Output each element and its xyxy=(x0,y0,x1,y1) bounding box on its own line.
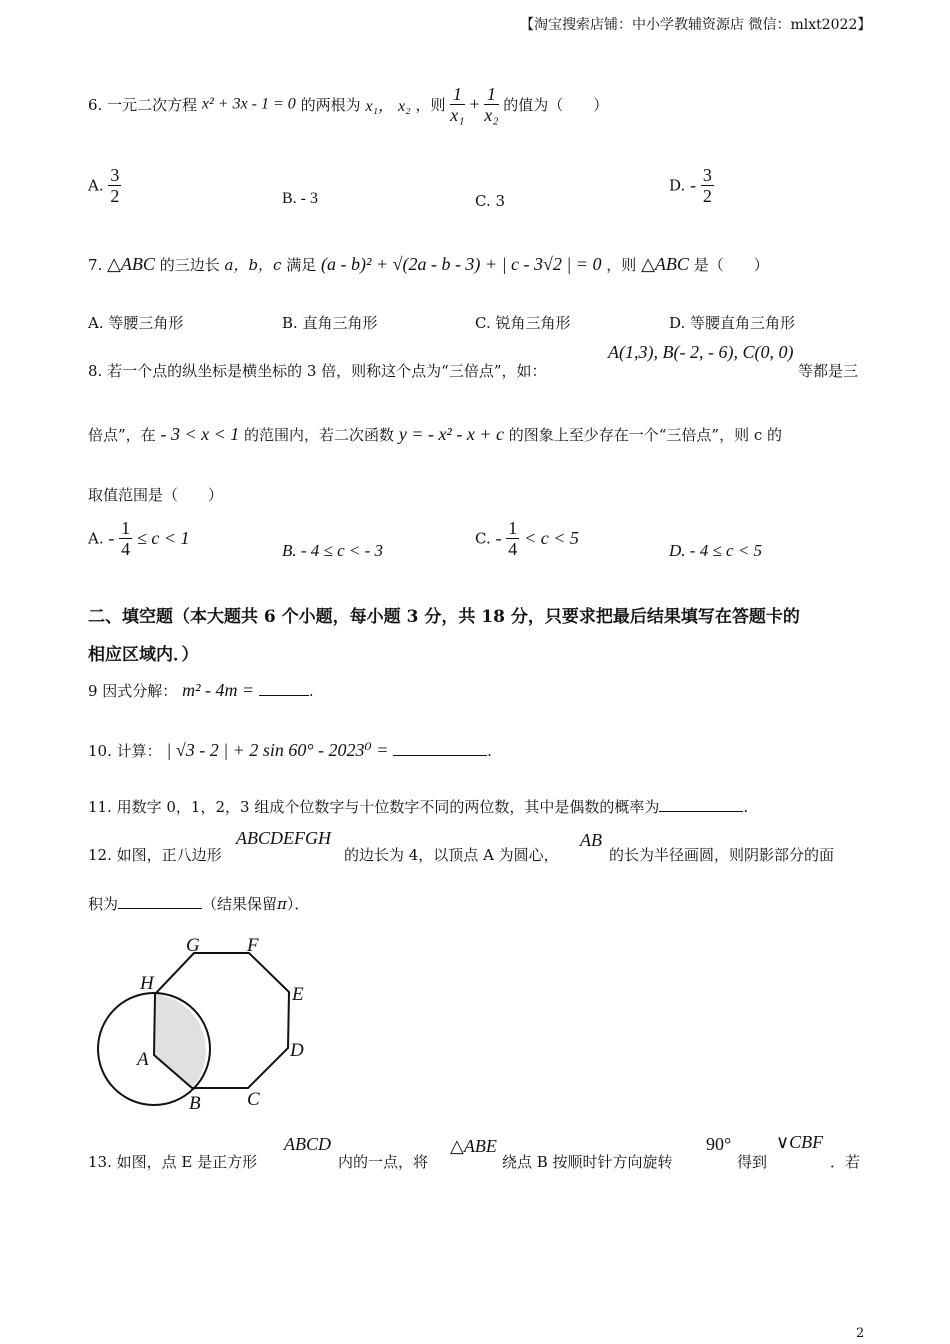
q8-option-b[interactable]: B. - 4 ≤ c < - 3 xyxy=(282,541,384,560)
q6-option-a[interactable] xyxy=(88,165,121,206)
q8-line-1-end: 等都是三 xyxy=(798,362,859,380)
shaded-region xyxy=(154,994,206,1088)
q6-text-d: 的值为（ ） xyxy=(503,96,609,114)
q7-text-b: 满足 xyxy=(286,256,317,274)
q13-triangle: △ABE xyxy=(450,1136,497,1156)
label-f: F xyxy=(247,935,259,956)
q6-option-b[interactable]: B. - 3 xyxy=(282,190,318,207)
q11 xyxy=(88,796,748,817)
q12-text-a: 12. 如图，正八边形 xyxy=(88,846,222,864)
q12-polygon: ABCDEFGH xyxy=(236,828,331,848)
label-d: D xyxy=(290,1040,304,1061)
q6-stem xyxy=(88,84,608,125)
label-a: A xyxy=(137,1049,149,1070)
q13-triangle-2: ∨CBF xyxy=(776,1132,824,1152)
q12-line-2-b: （结果保留 xyxy=(202,895,278,913)
q12-line-2 xyxy=(88,893,309,914)
q8-option-a-pre: - xyxy=(108,528,115,548)
q7-text-a: 的三边长 xyxy=(159,256,220,274)
q12-text-c: 的长为半径画圆，则阴影部分的面 xyxy=(609,846,835,864)
q6-option-d[interactable] xyxy=(669,165,714,206)
q8-function: y = - x² - x + c xyxy=(398,424,504,444)
q6-option-d-fraction: $\frac{3}{2}$ xyxy=(702,165,712,206)
q13-text-d: 得到 xyxy=(737,1153,768,1171)
q8-line-2 xyxy=(88,424,864,445)
q8-line-3: 取值范围是（ ） xyxy=(88,486,224,504)
octagon-figure xyxy=(90,930,330,1120)
q7-option-b[interactable]: B. 直角三角形 xyxy=(282,314,378,332)
q10-text: 10. 计算： xyxy=(88,742,162,760)
q6-text-c: ，则 xyxy=(415,96,446,114)
q12-segment: AB xyxy=(580,830,602,850)
q12-pi: π xyxy=(277,895,287,913)
q6-option-c[interactable]: C. 3 xyxy=(475,192,506,210)
q8-option-a-fraction: $\frac{1}{4}$ xyxy=(121,518,131,559)
q6-fraction-2: $\frac{1}{\text{x₂}}$ xyxy=(484,84,499,125)
section-2-title: 二、填空题（本大题共 6 个小题，每小题 3 分，共 18 分，只要求把最后结果填写在答题卡的 xyxy=(88,607,800,627)
label-g: G xyxy=(186,935,200,956)
q8-option-d[interactable]: D. - 4 ≤ c < 5 xyxy=(669,541,763,560)
q13-text-a: 13. 如图，点 E 是正方形 xyxy=(88,1153,258,1171)
q8-option-c-label: C. xyxy=(475,529,491,548)
q13-text-c: 绕点 B 按顺时针方向旋转 xyxy=(502,1153,673,1171)
q10-end: . xyxy=(487,742,492,760)
q9-text: 9 因式分解： xyxy=(88,682,178,700)
q8-option-c-pre: - xyxy=(495,528,502,548)
q8-option-a[interactable] xyxy=(88,518,189,559)
q9-answer-blank[interactable] xyxy=(259,681,309,696)
q6-option-a-label: A. xyxy=(88,176,104,195)
q8-line-1: 8. 若一个点的纵坐标是横坐标的 3 倍，则称这个点为“三倍点”，如： xyxy=(88,362,547,380)
q7-stem xyxy=(88,254,769,275)
q13-text-e: ．若 xyxy=(830,1153,861,1171)
q6-text-a: 6. 一元二次方程 xyxy=(88,96,198,114)
q7-label: 7. xyxy=(88,256,103,274)
q12-line-2-c: ）． xyxy=(286,895,310,913)
q8-range: - 3 < x < 1 xyxy=(160,424,240,444)
q8-line-2-a: 倍点”，在 xyxy=(88,426,156,444)
page-number: 2 xyxy=(856,1326,865,1341)
q6-plus: + xyxy=(469,94,480,114)
q8-option-a-label: A. xyxy=(88,529,104,548)
q10-answer-blank[interactable] xyxy=(393,741,487,756)
q12-text-b: 的边长为 4，以顶点 A 为圆心， xyxy=(344,846,559,864)
q9-expression: m² - 4m = xyxy=(182,680,255,700)
q9 xyxy=(88,680,314,701)
q6-equation: x² + 3x - 1 = 0 xyxy=(201,95,296,113)
q8-option-c[interactable] xyxy=(475,518,579,559)
q8-line-2-b: 的范围内，若二次函数 xyxy=(244,426,395,444)
q7-option-c[interactable]: C. 锐角三角形 xyxy=(475,314,571,332)
q8-option-c-fraction: $\frac{1}{4}$ xyxy=(508,518,518,559)
header-text: 【淘宝搜索店铺：中小学教辅资源店 微信：mlxt2022】 xyxy=(520,17,872,33)
q11-answer-blank[interactable] xyxy=(659,797,743,812)
q10 xyxy=(88,740,492,761)
q7-triangle-2: △ABC xyxy=(641,254,689,274)
q11-text: 11. 用数字 0，1，2，3 组成个位数字与十位数字不同的两位数，其中是偶数的概率为 xyxy=(88,798,660,816)
q6-option-d-sign: - xyxy=(690,175,697,195)
q8-option-a-post: ≤ c < 1 xyxy=(136,528,190,548)
q12-answer-blank[interactable] xyxy=(118,894,202,909)
section-2-title-cont: 相应区域内．） xyxy=(88,645,199,665)
q7-triangle: △ABC xyxy=(107,254,155,274)
q8-line-2-c: 的图象上至少存在一个“三倍点”，则 c 的 xyxy=(508,426,783,444)
q7-option-a[interactable]: A. 等腰三角形 xyxy=(88,314,184,332)
q13-text-b: 内的一点，将 xyxy=(338,1153,429,1171)
q8-option-c-post: < c < 5 xyxy=(524,528,579,548)
q13-angle: 90° xyxy=(706,1134,732,1154)
q7-sides: a，b，c xyxy=(224,256,282,274)
q8-points: A(1,3), B(- 2, - 6), C(0, 0) xyxy=(608,342,794,362)
q10-expression: | √3 - 2 | + 2 sin 60° - 2023⁰ = xyxy=(166,740,389,760)
label-c: C xyxy=(247,1089,260,1110)
q6-option-a-fraction: $\frac{3}{2}$ xyxy=(110,165,120,206)
label-e: E xyxy=(292,984,304,1005)
label-b: B xyxy=(189,1093,201,1114)
q6-option-d-label: D. xyxy=(669,176,686,195)
q13-square: ABCD xyxy=(284,1134,331,1154)
q12-line-2-a: 积为 xyxy=(88,895,119,913)
q7-option-d[interactable]: D. 等腰直角三角形 xyxy=(669,314,796,332)
label-h: H xyxy=(140,973,154,994)
q7-condition: (a - b)² + √(2a - b - 3) + | c - 3√2 | = 0 xyxy=(321,254,602,274)
q6-roots: x₁， x₂ xyxy=(365,98,411,115)
q7-text-c: ，则 xyxy=(606,256,637,274)
q11-end: . xyxy=(743,798,749,816)
q6-fraction-1: $\frac{1}{\text{x₁}}$ xyxy=(450,84,465,125)
q9-end: . xyxy=(308,682,314,700)
q7-text-d: 是（ ） xyxy=(693,256,769,274)
q6-text-b: 的两根为 xyxy=(300,96,361,114)
